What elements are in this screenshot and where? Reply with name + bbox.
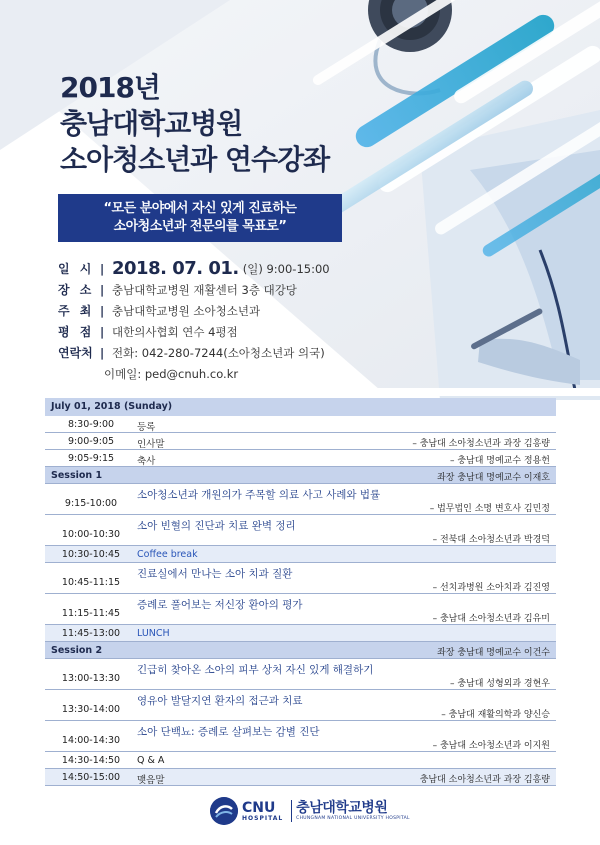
row-time: 11:45-13:00 — [61, 628, 121, 639]
title-course: 소아청소년과 연수강좌 — [60, 143, 330, 176]
credit-value: 대한의사협회 연수 4평점 — [112, 324, 238, 339]
row-title: 진료실에서 만나는 소아 치과 질환 — [137, 568, 293, 580]
date-label: 일 시 — [58, 262, 95, 276]
table-row — [45, 659, 556, 690]
row-time: 11:15-11:45 — [61, 608, 121, 619]
row-time: 9:15-10:00 — [64, 498, 118, 509]
session-2-header — [45, 642, 556, 659]
row-time: 14:00-14:30 — [61, 735, 121, 746]
row-title: 등록 — [137, 422, 156, 433]
row-speaker: – 전북대 소아청소년과 박경덕 — [432, 535, 550, 545]
row-time: 10:00-10:30 — [61, 529, 121, 540]
row-title: 축사 — [137, 456, 156, 467]
hospital-logo — [210, 796, 410, 826]
slogan-banner — [58, 194, 342, 242]
session-name: Session 1 — [51, 470, 103, 481]
row-title: Q & A — [137, 755, 165, 766]
host-value: 충남대학교병원 소아청소년과 — [112, 303, 261, 318]
row-speaker: – 충남대 명예교수 정용헌 — [449, 456, 550, 466]
table-row — [45, 594, 556, 625]
session-name: Session 2 — [51, 645, 103, 656]
row-title: 증례로 풀어보는 저신장 환아의 평가 — [137, 599, 303, 611]
logo-name-ko: 충남대학교병원 — [296, 800, 388, 816]
info-credit-row — [58, 321, 330, 342]
table-row — [45, 416, 556, 433]
contact-label: 연락처 — [58, 346, 93, 360]
separator: | — [100, 282, 105, 297]
session-chair: 좌장 충남대 명예교수 이재호 — [437, 473, 550, 483]
row-title: LUNCH — [137, 628, 170, 639]
separator: | — [100, 303, 105, 318]
slogan-line-1: “모든 분야에서 자신 있게 진료하는 — [103, 201, 297, 216]
title-org: 충남대학교병원 — [60, 107, 243, 140]
row-speaker: – 충남대 소아청소년과 과장 김흥량 — [412, 439, 550, 449]
email-value[interactable]: 이메일: ped@cnuh.co.kr — [104, 366, 239, 381]
info-date-row — [58, 258, 330, 279]
logo-cnu-text: CNU — [242, 799, 276, 816]
logo-hospital-text: HOSPITAL — [242, 814, 284, 822]
row-speaker: – 선치과병원 소아치과 김진영 — [432, 583, 550, 593]
table-row — [45, 515, 556, 546]
table-row — [45, 433, 556, 450]
credit-label: 평 점 — [58, 325, 95, 339]
hospital-emblem-icon — [210, 797, 238, 825]
row-time: 13:30-14:00 — [61, 704, 121, 715]
row-time: 10:30-10:45 — [61, 549, 121, 560]
schedule-date-header: July 01, 2018 (Sunday) — [45, 398, 556, 416]
info-email-row — [58, 363, 330, 384]
date-value: 2018. 07. 01. — [112, 258, 239, 279]
table-row — [45, 769, 556, 786]
row-title: 소아 단백뇨: 증례로 살펴보는 감별 진단 — [137, 726, 320, 738]
logo-divider — [291, 800, 292, 822]
row-title: 소아 빈혈의 진단과 치료 완벽 정리 — [137, 520, 296, 532]
separator: | — [100, 345, 105, 360]
date-extra: (일) 9:00-15:00 — [242, 261, 330, 276]
row-title: 인사말 — [137, 439, 165, 450]
row-time: 9:05-9:15 — [67, 453, 115, 464]
schedule-rows-before — [45, 416, 556, 467]
logo-english — [242, 801, 283, 822]
session-chair: 좌장 충남대 명예교수 이건수 — [437, 648, 550, 658]
host-label: 주 최 — [58, 304, 95, 318]
schedule-table — [45, 398, 556, 786]
place-value: 충남대학교병원 재활센터 3층 대강당 — [112, 282, 297, 297]
row-title: 맺음말 — [137, 775, 165, 786]
table-row — [45, 563, 556, 594]
separator: | — [100, 261, 105, 276]
page-title — [60, 70, 329, 178]
session-1-header — [45, 467, 556, 484]
phone-value: 전화: 042-280-7244(소아청소년과 의국) — [112, 345, 325, 360]
row-title: 긴급히 찾아온 소아의 피부 상처 자신 있게 해결하기 — [137, 664, 374, 676]
row-time: 14:30-14:50 — [61, 755, 121, 766]
logo-korean — [296, 801, 410, 821]
row-time: 8:30-9:00 — [67, 419, 115, 430]
row-speaker: – 법무법인 소명 변호사 김민정 — [429, 504, 550, 514]
row-title: Coffee break — [137, 549, 198, 560]
place-label: 장 소 — [58, 283, 95, 297]
row-speaker: 충남대 소아청소년과 과장 김흥량 — [419, 775, 550, 785]
row-time: 14:50-15:00 — [61, 772, 121, 783]
info-host-row — [58, 300, 330, 321]
title-year: 2018년 — [60, 71, 160, 104]
logo-name-en: CHUNGNAM NATIONAL UNIVERSITY HOSPITAL — [296, 816, 410, 821]
row-speaker: – 충남대 소아청소년과 김유미 — [432, 614, 550, 624]
row-title: 영유아 발달지연 환자의 접근과 치료 — [137, 695, 303, 707]
info-place-row — [58, 279, 330, 300]
table-row — [45, 484, 556, 515]
info-contact-row — [58, 342, 330, 363]
row-time: 13:00-13:30 — [61, 673, 121, 684]
slogan-line-2: 소아청소년과 전문의를 목표로” — [113, 219, 287, 234]
table-row — [45, 721, 556, 752]
event-info — [58, 258, 330, 384]
table-row — [45, 690, 556, 721]
table-row — [45, 450, 556, 467]
table-row — [45, 625, 556, 642]
row-speaker: – 충남대 성형외과 경현우 — [449, 679, 550, 689]
row-time: 9:00-9:05 — [67, 436, 115, 447]
row-time: 10:45-11:15 — [61, 577, 121, 588]
row-speaker: – 충남대 재활의학과 양신승 — [441, 710, 550, 720]
row-speaker: – 충남대 소아청소년과 이지원 — [432, 741, 550, 751]
separator: | — [100, 324, 105, 339]
table-row — [45, 546, 556, 563]
row-title: 소아청소년과 개원의가 주목할 의료 사고 사례와 법률 — [137, 489, 381, 501]
table-row — [45, 752, 556, 769]
